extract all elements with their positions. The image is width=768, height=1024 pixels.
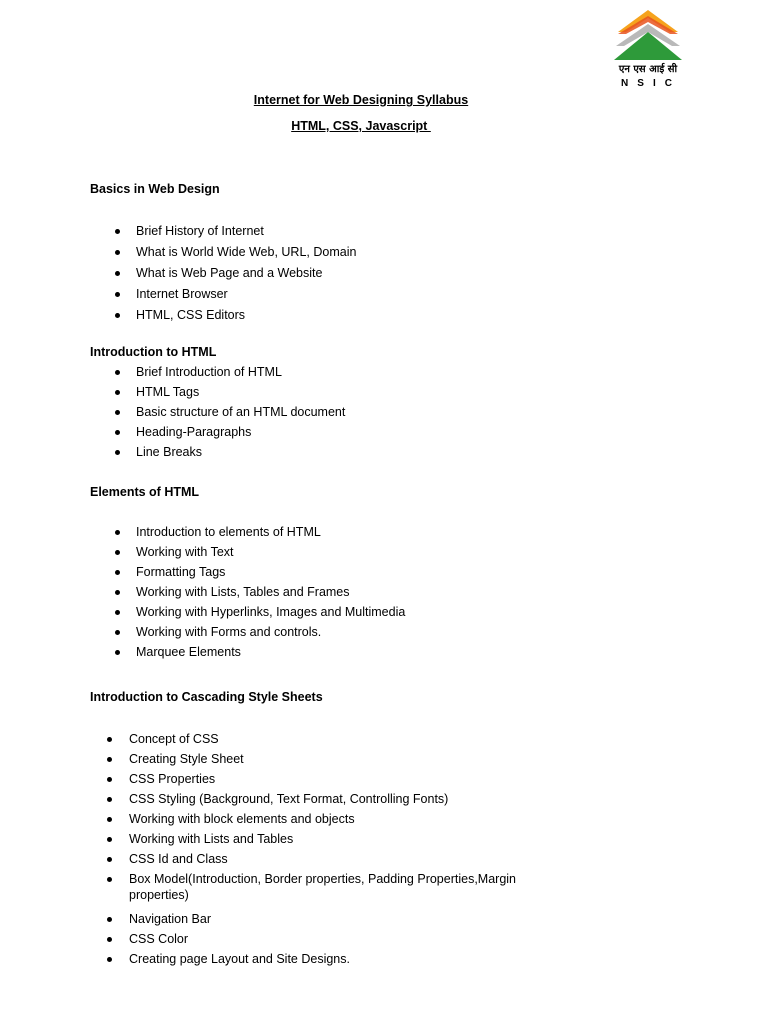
list-item: Box Model(Introduction, Border properties, Padding Properties,Margin properties) <box>129 871 569 911</box>
list-item: Basic structure of an HTML document <box>136 404 596 424</box>
section-heading-css: Introduction to Cascading Style Sheets <box>90 690 323 704</box>
list-item: Introduction to elements of HTML <box>136 524 596 544</box>
nsic-logo <box>610 8 686 90</box>
list-item: CSS Color <box>129 931 589 951</box>
list-item: Internet Browser <box>136 286 596 307</box>
list-item: Working with Text <box>136 544 596 564</box>
list-item: HTML, CSS Editors <box>136 307 596 328</box>
list-item: Formatting Tags <box>136 564 596 584</box>
list-item: Marquee Elements <box>136 644 596 664</box>
list-item: CSS Styling (Background, Text Format, Controlling Fonts) <box>129 791 589 811</box>
list-item: What is Web Page and a Website <box>136 265 596 286</box>
section-heading-elements-html: Elements of HTML <box>90 485 200 499</box>
list-item: Brief Introduction of HTML <box>136 364 596 384</box>
list-item: Creating page Layout and Site Designs. <box>129 951 589 971</box>
list-item: Concept of CSS <box>129 731 589 751</box>
section-list-basics <box>136 223 596 328</box>
nsic-logo-icon <box>614 8 682 62</box>
list-item: Brief History of Internet <box>136 223 596 244</box>
section-list-css <box>129 731 589 971</box>
list-item: Heading-Paragraphs <box>136 424 596 444</box>
list-item: Working with Hyperlinks, Images and Multimedia <box>136 604 596 624</box>
list-item: Working with Lists and Tables <box>129 831 589 851</box>
logo-latin-text: NSIC <box>621 78 681 89</box>
logo-green-triangle <box>614 32 682 60</box>
page-title: Internet for Web Designing Syllabus <box>253 93 469 107</box>
list-item: CSS Properties <box>129 771 589 791</box>
list-item: What is World Wide Web, URL, Domain <box>136 244 596 265</box>
logo-hindi-text: एन एस आई सी <box>618 64 678 75</box>
section-heading-basics: Basics in Web Design <box>90 182 220 196</box>
list-item: Creating Style Sheet <box>129 751 589 771</box>
list-item: CSS Id and Class <box>129 851 589 871</box>
list-item: Working with Lists, Tables and Frames <box>136 584 596 604</box>
list-item: Working with block elements and objects <box>129 811 589 831</box>
page-subtitle: HTML, CSS, Javascript <box>291 119 431 133</box>
list-item: Navigation Bar <box>129 911 589 931</box>
list-item: HTML Tags <box>136 384 596 404</box>
list-item: Working with Forms and controls. <box>136 624 596 644</box>
section-heading-intro-html: Introduction to HTML <box>90 345 217 359</box>
section-list-elements-html <box>136 524 596 664</box>
section-list-intro-html <box>136 364 596 464</box>
list-item: Line Breaks <box>136 444 596 464</box>
